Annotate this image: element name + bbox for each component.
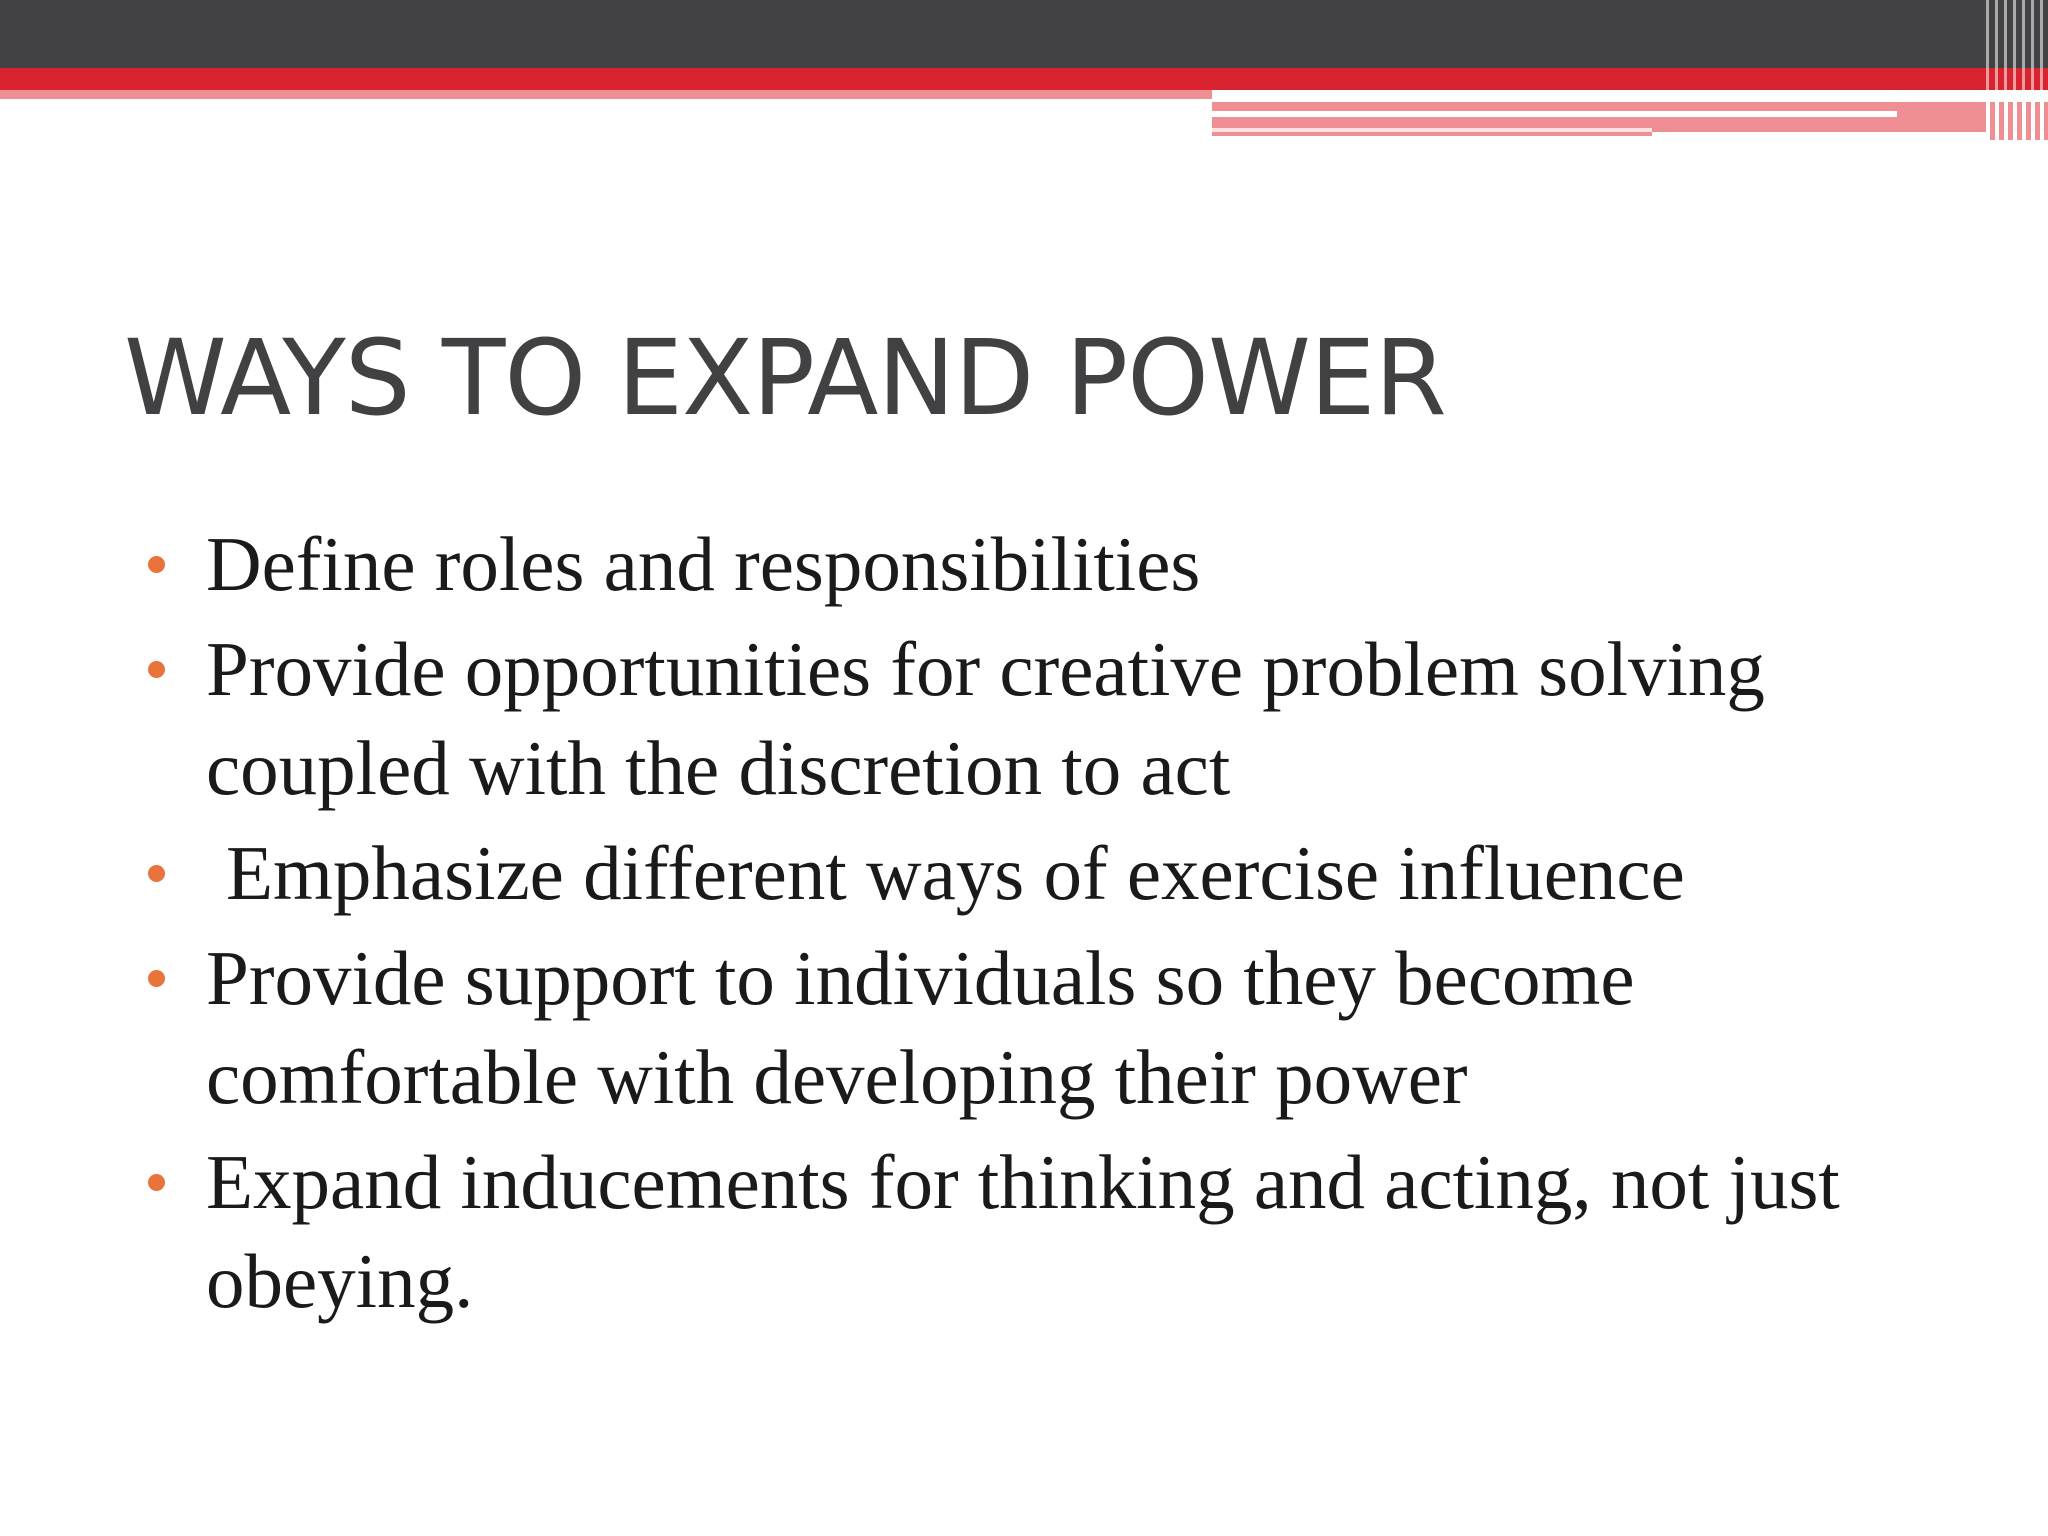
- bullet-text: Emphasize different ways of exercise influence: [226, 830, 1685, 916]
- header-red-band: [0, 68, 2048, 90]
- bullet-list: [148, 515, 1968, 1337]
- bullet-text: Provide opportunities for creative problem solving coupled with the discretion to act: [206, 626, 1765, 811]
- header-vertical-stripes-lower: [1986, 102, 2048, 140]
- bullet-marker-icon: [148, 865, 165, 882]
- bullet-item: [148, 515, 1968, 614]
- bullet-text: Provide support to individuals so they become comfortable with developing their power: [206, 935, 1635, 1120]
- bullet-item: [148, 929, 1968, 1127]
- header-dark-band: [0, 0, 2048, 68]
- bullet-marker-icon: [148, 970, 165, 987]
- bullet-item: [148, 824, 1968, 923]
- bullet-text: Expand inducements for thinking and acting, not just obeying.: [206, 1139, 1840, 1324]
- bullet-marker-icon: [148, 1174, 165, 1191]
- bullet-item: [148, 620, 1968, 818]
- header-pink-stripe: [0, 90, 1212, 99]
- header-notch: [1212, 90, 2048, 102]
- header-accent-line-2: [1212, 128, 1652, 132]
- bullet-marker-icon: [148, 661, 165, 678]
- bullet-text: Define roles and responsibilities: [206, 521, 1201, 607]
- slide-title: WAYS TO EXPAND POWER: [124, 317, 1446, 439]
- bullet-item: [148, 1133, 1968, 1331]
- bullet-marker-icon: [148, 556, 165, 573]
- header-accent-line: [1212, 111, 1897, 117]
